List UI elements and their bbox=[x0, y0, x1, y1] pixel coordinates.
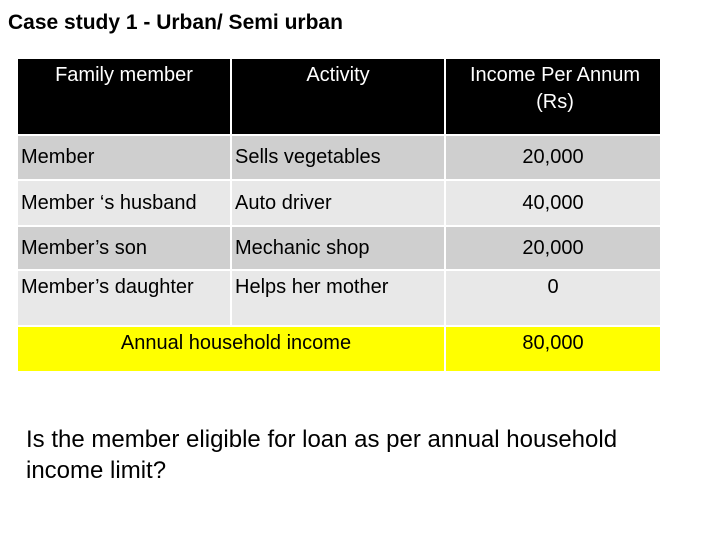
row-2-family-member: Member ‘s husband bbox=[18, 181, 230, 225]
slide-title: Case study 1 - Urban/ Semi urban bbox=[8, 11, 343, 34]
total-label: Annual household income bbox=[18, 327, 444, 371]
row-3-family-member: Member’s son bbox=[18, 227, 230, 269]
header-family-member: Family member bbox=[18, 59, 230, 134]
total-value: 80,000 bbox=[446, 327, 660, 371]
row-4-family-member: Member’s daughter bbox=[18, 271, 230, 325]
row-4-activity: Helps her mother bbox=[232, 271, 444, 325]
income-table bbox=[18, 59, 660, 371]
row-2-activity: Auto driver bbox=[232, 181, 444, 225]
header-activity: Activity bbox=[232, 59, 444, 134]
row-2-income: 40,000 bbox=[446, 181, 660, 225]
row-4-income: 0 bbox=[446, 271, 660, 325]
row-1-income: 20,000 bbox=[446, 136, 660, 179]
header-income-per-annum: Income Per Annum (Rs) bbox=[446, 59, 660, 134]
eligibility-question: Is the member eligible for loan as per annual household income limit? bbox=[26, 426, 618, 484]
row-1-activity: Sells vegetables bbox=[232, 136, 444, 179]
row-3-income: 20,000 bbox=[446, 227, 660, 269]
row-1-family-member: Member bbox=[18, 136, 230, 179]
row-3-activity: Mechanic shop bbox=[232, 227, 444, 269]
